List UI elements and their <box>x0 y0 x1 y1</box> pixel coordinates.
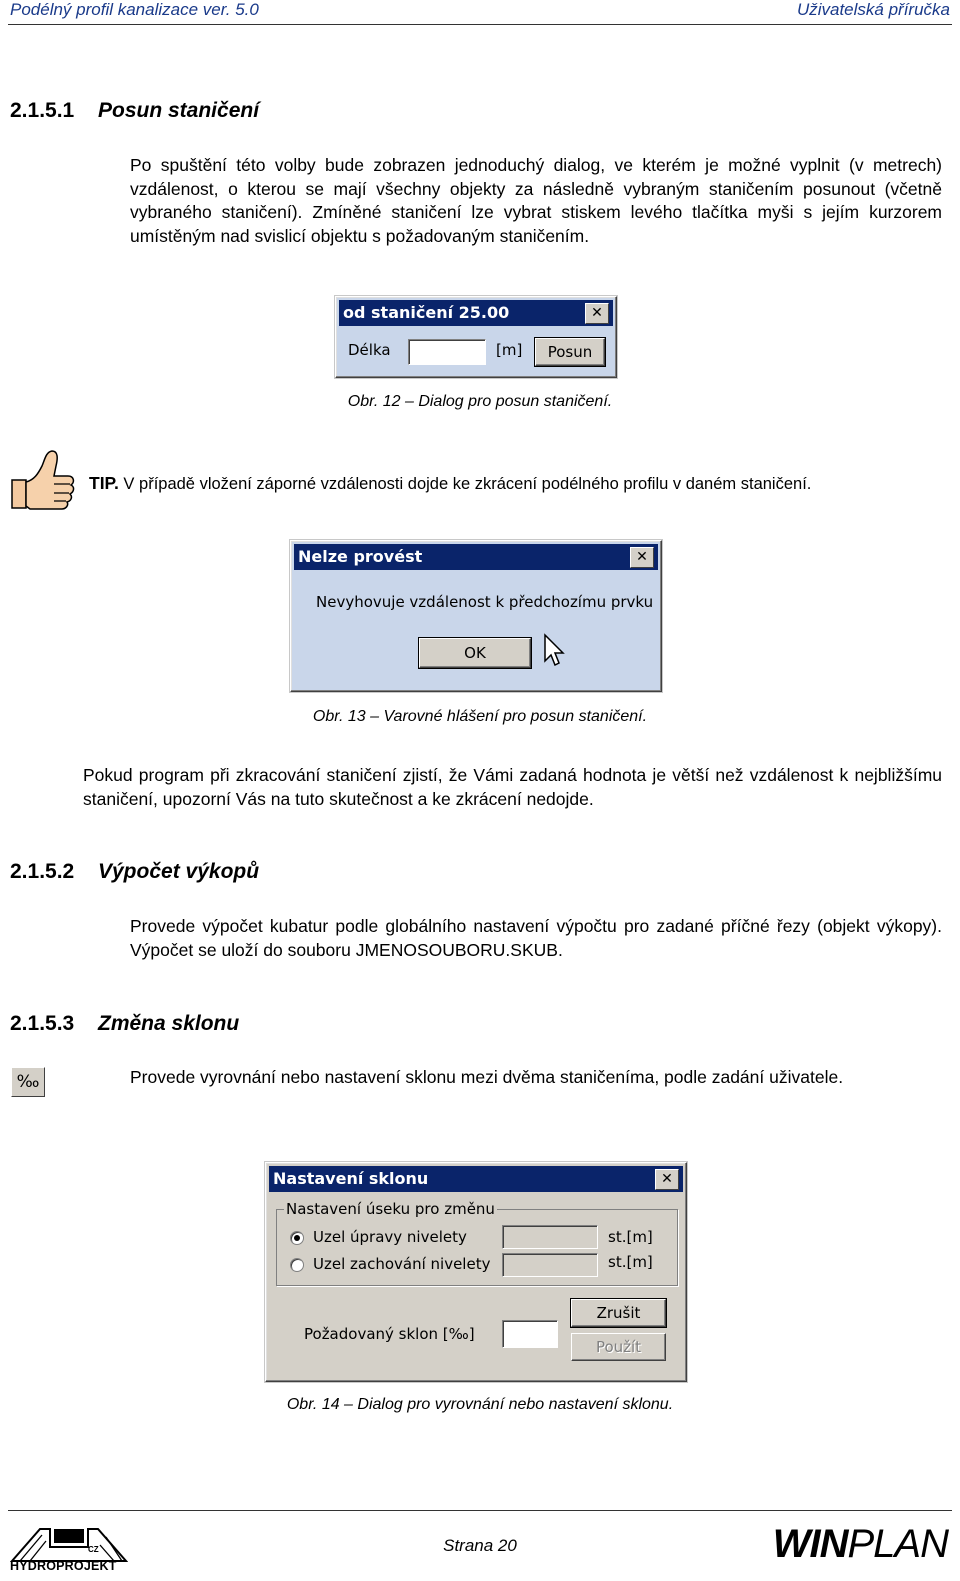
length-input[interactable] <box>408 339 486 365</box>
dialog-title: od staničení 25.00 <box>343 303 510 322</box>
radio-uzel-zachovani[interactable] <box>290 1258 304 1272</box>
section-title: Výpočet výkopů <box>98 860 260 883</box>
section-heading-posun <box>10 99 259 123</box>
posun-button[interactable]: Posun <box>535 338 605 366</box>
caption-obr12 <box>0 393 960 411</box>
zrusit-button[interactable]: Zrušit <box>571 1299 666 1327</box>
tip-line <box>89 473 811 494</box>
logo-text: HYDROPROJEKT <box>10 1559 117 1573</box>
logo-plan: PLAN <box>847 1522 948 1566</box>
paragraph-pokud: Pokud program při zkracování staničení zjistí, že Vámi zadaná hodnota je větší než vzdálenost k nejbližšímu staničení, upozorní Vás na tuto skutečnost a ke zkrácení nedojde. <box>83 765 942 809</box>
caption-text: – Dialog pro posun staničení. <box>400 393 613 410</box>
pouzit-button[interactable]: Použít <box>571 1333 666 1361</box>
radio-label: Uzel úpravy nivelety <box>313 1228 467 1246</box>
page-number: Strana 20 <box>443 1536 517 1555</box>
caption-obr14 <box>0 1396 960 1414</box>
station-field-1[interactable] <box>502 1225 598 1249</box>
section-title: Posun staničení <box>98 99 260 122</box>
permille-icon: ‰ <box>11 1067 45 1097</box>
unit-label: st.[m] <box>608 1228 653 1246</box>
paragraph-posun: Po spuštění této volby bude zobrazen jednoduchý dialog, ve kterém je možné vyplnit (v metrech) vzdálenost, o kterou se mají všechny objekty za následně vybraným staničením posunout (včetně vybraného staničení). Zmíněné staničení lze vybrat stiskem levého tlačítka myši s jejím kurzorem umístěným nad svislicí objektu s požadovaným staničením. <box>130 155 942 246</box>
section-number: 2.1.5.3 <box>10 1012 75 1035</box>
section-number: 2.1.5.2 <box>10 860 75 883</box>
caption-obr13 <box>0 708 960 726</box>
radio-uzel-upravy[interactable] <box>290 1231 304 1245</box>
slope-input[interactable] <box>502 1320 558 1348</box>
station-field-2[interactable] <box>502 1253 598 1277</box>
close-icon[interactable]: ✕ <box>585 303 609 324</box>
tip-text: V případě vložení záporné vzdálenosti dojde ke zkrácení podélného profilu v daném staničení. <box>118 475 812 493</box>
radio-label: Uzel zachování nivelety <box>313 1255 491 1273</box>
section-heading-sklon <box>10 1012 239 1036</box>
paragraph-vykopy: Provede výpočet kubatur podle globálního nastavení výpočtu pro zadané příčné řezy (objekt výkopy). Výpočet se uloží do souboru JMENOSOUBORU.SKUB. <box>130 916 942 960</box>
section-heading-vykopy <box>10 860 259 884</box>
dialog-titlebar <box>339 300 613 326</box>
unit-label: [m] <box>496 341 523 359</box>
dialog-posun <box>335 296 617 378</box>
slope-label: Požadovaný sklon [‰] <box>304 1325 475 1343</box>
tip-label: TIP. <box>89 473 119 493</box>
close-icon[interactable]: ✕ <box>630 547 654 568</box>
caption-text: – Varovné hlášení pro posun staničení. <box>365 708 648 725</box>
dialog-title: Nastavení sklonu <box>273 1169 429 1188</box>
winplan-logo <box>773 1520 948 1568</box>
header-right: Uživatelská příručka <box>796 0 950 19</box>
dialog-titlebar <box>269 1166 683 1192</box>
dialog-nelze-provest <box>290 540 662 692</box>
dialog-titlebar <box>294 544 658 570</box>
header-left: Podélný profil kanalizace ver. 5.0 <box>10 0 259 19</box>
thumbs-up-icon <box>8 446 76 514</box>
section-number: 2.1.5.1 <box>10 99 75 122</box>
section-title: Změna sklonu <box>98 1012 240 1035</box>
header-rule <box>8 24 952 25</box>
warning-message: Nevyhovuje vzdálenost k předchozímu prvku <box>316 593 654 611</box>
unit-label: st.[m] <box>608 1253 653 1271</box>
logo-cz: CZ <box>88 1545 99 1554</box>
close-icon[interactable]: ✕ <box>655 1169 679 1190</box>
group-title: Nastavení úseku pro změnu <box>286 1200 495 1218</box>
ok-button[interactable]: OK <box>419 638 531 668</box>
caption-number: Obr. 13 <box>312 708 366 725</box>
footer-rule <box>8 1510 952 1511</box>
group-box-usek <box>276 1209 678 1286</box>
dialog-nastaveni-sklonu <box>265 1162 687 1382</box>
mouse-cursor-icon <box>543 633 565 669</box>
logo-win: WIN <box>772 1522 848 1566</box>
caption-text: – Dialog pro vyrovnání nebo nastavení sklonu. <box>339 1396 674 1413</box>
paragraph-sklon: Provede vyrovnání nebo nastavení sklonu mezi dvěma staničeníma, podle zadání uživatele. <box>130 1067 844 1087</box>
length-label: Délka <box>348 341 391 359</box>
caption-number: Obr. 12 <box>347 393 401 410</box>
dialog-title: Nelze provést <box>298 547 423 566</box>
caption-number: Obr. 14 <box>286 1396 340 1413</box>
